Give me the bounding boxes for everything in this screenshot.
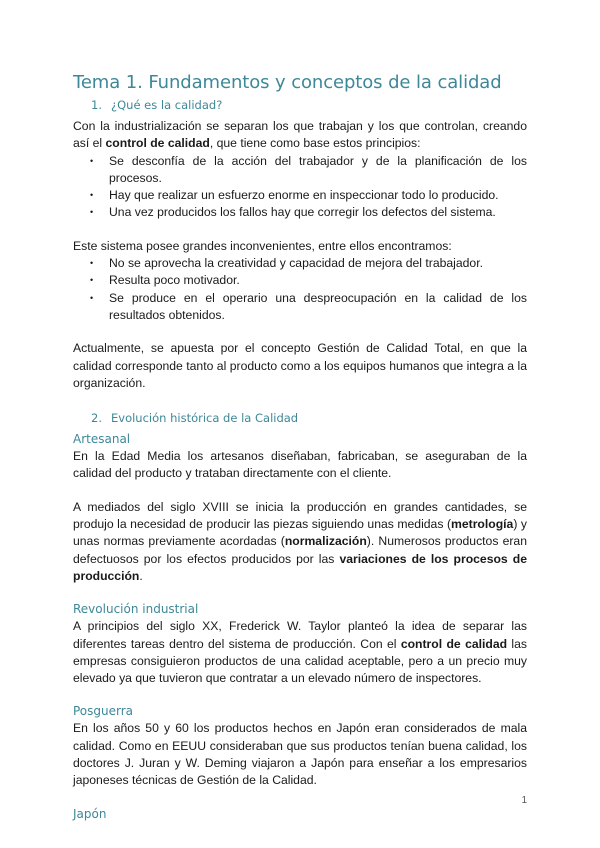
intro-text-c: , que tiene como base estos principios: <box>209 136 421 151</box>
text: las empresas consiguieron productos de una calidad aceptable, pero a un precio muy elevado ya que tuvieron que contratar a un elevado número de inspectores. <box>73 636 527 686</box>
bold-metrologia: metrología <box>451 517 514 532</box>
list-item: • Resulta poco motivador. <box>73 272 527 289</box>
text: A principios del siglo XX, Frederick W. Taylor planteó la idea de separar las diferentes tareas dentro del sistema de producción. Con el <box>73 619 527 651</box>
section-1-closing: Actualmente, se apuesta por el concepto Gestión de Calidad Total, en que la calidad corresponde tanto al producto como a los equipos humanos que integra a la organización. <box>73 341 527 390</box>
text: ). Numerosos productos eran defectuosos por los efectos producidos por las <box>73 534 527 566</box>
drawbacks-list <box>73 255 527 324</box>
bold-normalizacion: normalización <box>284 534 367 549</box>
section-1-intro <box>73 118 527 153</box>
subheading-artesanal: Artesanal <box>73 432 131 447</box>
section-2-title: Evolución histórica de la Calidad <box>111 411 299 426</box>
subheading-posguerra: Posguerra <box>73 704 134 719</box>
document-page <box>73 70 527 823</box>
principles-list <box>73 153 527 222</box>
intro-text-a: Con la industrialización se separan los que trabajan y los que controlan, creando así el <box>73 119 527 151</box>
section-1-number: 1. <box>91 98 102 112</box>
section-1-heading <box>73 96 527 114</box>
page-number: 1 <box>521 795 527 806</box>
posguerra-paragraph: En los años 50 y 60 los productos hechos en Japón eran considerados de mala calidad. Como en EEUU consideraban que sus productos tenían buena calidad, los doctores J. Juran y W. Deming viajaron a Japón para enseñar a los empresarios japoneses técnicas de Gestión de la Calidad. <box>73 721 527 788</box>
text: . <box>139 568 143 583</box>
revolucion-paragraph <box>73 618 527 687</box>
section-1-title: ¿Qué es la calidad? <box>111 98 223 112</box>
drawbacks-intro: Este sistema posee grandes inconvenientes, entre ellos encontramos: <box>73 238 452 253</box>
intro-bold-control-calidad: control de calidad <box>105 136 210 151</box>
list-item: • Se produce en el operario una despreocupación en la calidad de los resultados obtenidos. <box>73 290 527 325</box>
list-item: • Se desconfía de la acción del trabajador y de la planificación de los procesos. <box>73 153 527 188</box>
section-2-heading <box>73 409 527 427</box>
artesanal-paragraph-1: En la Edad Media los artesanos diseñaban, fabricaban, se aseguraban de la calidad del producto y trataban directamente con el cliente. <box>73 449 527 481</box>
list-item: • No se aprovecha la creatividad y capacidad de mejora del trabajador. <box>73 255 527 272</box>
list-item: • Hay que realizar un esfuerzo enorme en inspeccionar todo lo producido. <box>73 187 527 204</box>
subheading-revolucion-industrial: Revolución industrial <box>73 602 199 617</box>
text: A mediados del siglo XVIII se inicia la producción en grandes cantidades, se produjo la necesidad de producir las piezas siguiendo unas medidas ( <box>73 499 527 532</box>
bold-variaciones: variaciones de los procesos de producción <box>73 551 527 583</box>
text: ) y unas normas previamente acordadas ( <box>73 517 527 549</box>
list-item: • Una vez producidos los fallos hay que corregir los defectos del sistema. <box>73 204 527 221</box>
artesanal-paragraph-2 <box>73 499 527 585</box>
page-title: Tema 1. Fundamentos y conceptos de la calidad <box>73 72 502 93</box>
subheading-japon: Japón <box>73 806 107 821</box>
section-2-number: 2. <box>91 411 102 426</box>
bold-control-calidad: control de calidad <box>400 636 508 651</box>
